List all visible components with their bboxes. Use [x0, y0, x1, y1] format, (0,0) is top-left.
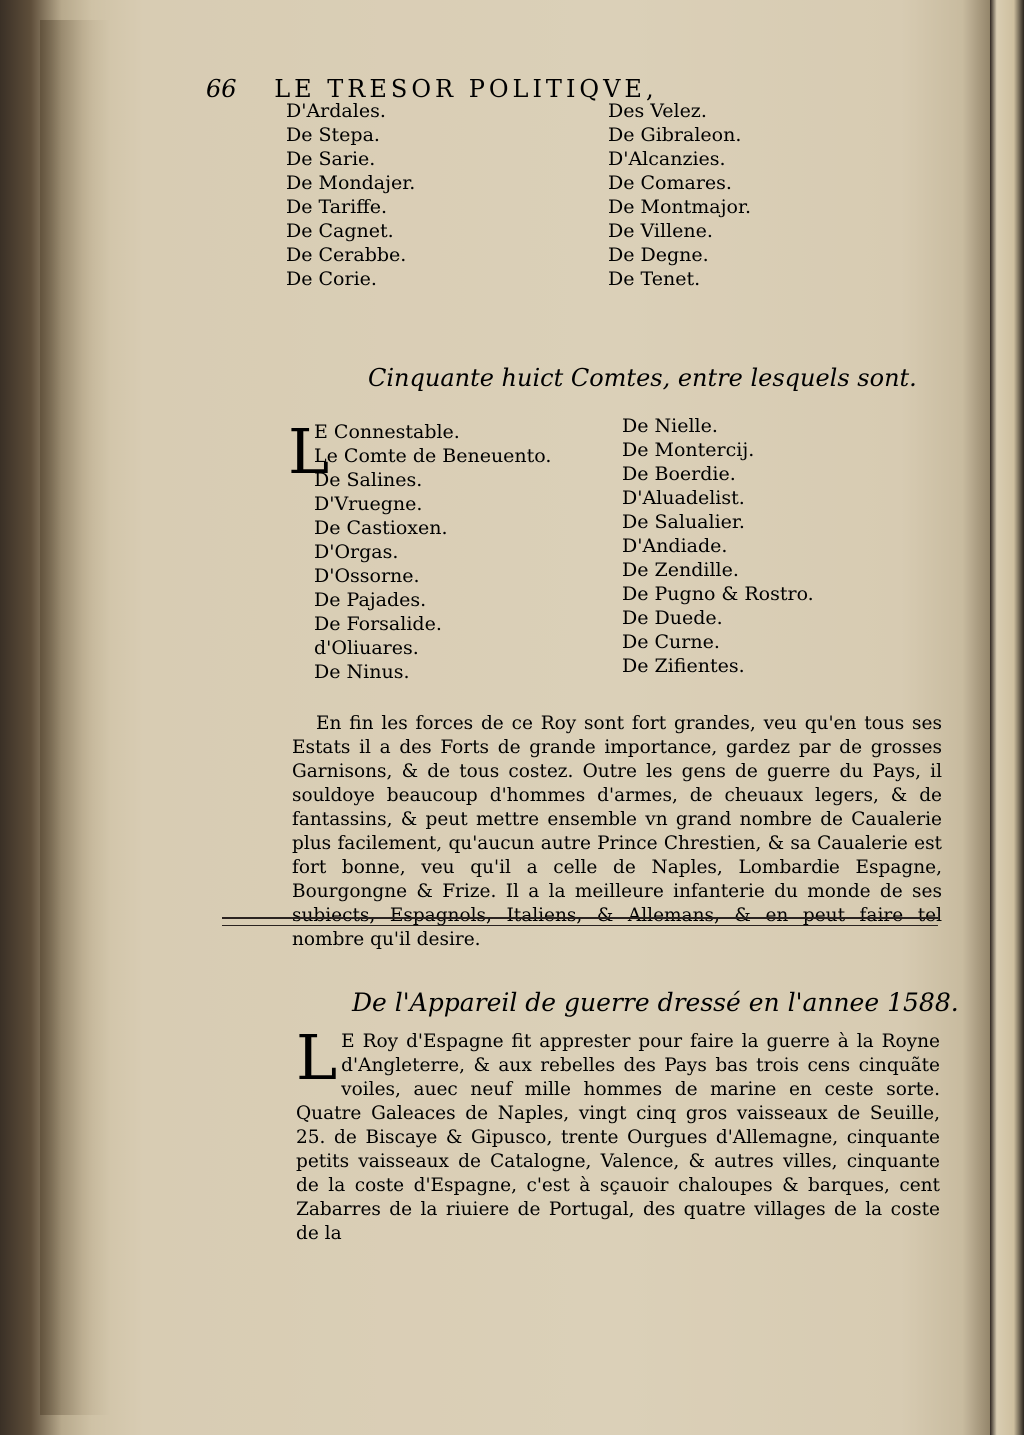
- list-item: De Salines.: [314, 469, 423, 491]
- list-item: De Boerdie.: [622, 463, 736, 485]
- duchies-left-column: [286, 99, 415, 291]
- drop-cap: L: [296, 1021, 338, 1094]
- section-paragraph: E Roy d'Espagne fit apprester pour faire la guerre à la Royne d'Angleterre, & aux rebelles des Pays bas trois cens cinquãte voiles, auec neuf mille hommes de marine en ceste sorte. Quatre Galeaces de Naples, vingt cinq gros vaisseaux de Seuille, 25. de Biscaye & Gipusco, trente Ourgues d'Allemagne, cinquante petits vaisseaux de Catalogne, Valence, & autres villes, cinquante de la coste d'Espagne, c'est à sçauoir chaloupes & barques, cent Zabarres de la riuiere de Portugal, des quatre villages de la coste de la: [296, 1031, 940, 1244]
- list-item: D'Vruegne.: [314, 493, 423, 515]
- list-item: De Duede.: [622, 607, 723, 629]
- list-item: D'Andiade.: [622, 535, 728, 557]
- list-item: De Salualier.: [622, 511, 745, 533]
- list-item: E Connestable.: [314, 421, 460, 443]
- list-item: De Cerabbe.: [286, 244, 407, 266]
- section-heading: De l'Appareil de guerre dressé en l'annee 1588.: [352, 988, 959, 1017]
- list-item: De Mondajer.: [286, 172, 416, 194]
- list-item: De Ninus.: [314, 661, 410, 683]
- list-item: De Montmajor.: [608, 196, 751, 218]
- drop-cap: L: [288, 415, 330, 488]
- list-item: De Tenet.: [608, 268, 701, 290]
- list-item: D'Alcanzies.: [608, 148, 726, 170]
- list-item: D'Orgas.: [314, 541, 399, 563]
- list-item: De Gibraleon.: [608, 124, 742, 146]
- section-divider: [222, 917, 938, 926]
- list-item: De Curne.: [622, 631, 720, 653]
- list-item: De Pajades.: [314, 589, 427, 611]
- list-item: De Zifientes.: [622, 655, 745, 677]
- list-item: De Degne.: [608, 244, 709, 266]
- list-item: De Tariffe.: [286, 196, 387, 218]
- forces-paragraph: En fin les forces de ce Roy sont fort grandes, veu qu'en tous ses Estats il a des Forts de grande importance, gardez par de grosses Garnisons, & de tous costez. Outre les gens de guerre du Pays, il souldoye beaucoup d'hommes d'armes, de cheuaux legers, & de fantassins, & peut mettre ensemble vn grand nombre de Caualerie plus facilement, qu'aucun autre Prince Chrestien, & sa Caualerie est fort bonne, veu qu'il a celle de Naples, Lombardie Espagne, Bourgongne & Frize. Il a la meilleure infanterie du monde de ses subiects, Espagnols, Italiens, & Allemans, & en peut faire tel nombre qu'il desire.: [292, 713, 942, 950]
- list-item: D'Ossorne.: [314, 565, 420, 587]
- next-page-edge: [990, 0, 1024, 1435]
- list-item: De Corie.: [286, 268, 377, 290]
- list-item: D'Ardales.: [286, 100, 386, 122]
- list-item: De Cagnet.: [286, 220, 394, 242]
- list-item: D'Aluadelist.: [622, 487, 745, 509]
- list-item: De Sarie.: [286, 148, 376, 170]
- running-title: LE TRESOR POLITIQVE,: [274, 75, 658, 103]
- list-item: De Comares.: [608, 172, 732, 194]
- list-item: Des Velez.: [608, 100, 707, 122]
- list-item: De Pugno & Rostro.: [622, 583, 814, 605]
- duchies-right-column: [608, 99, 751, 291]
- counts-heading: Cinquante huict Comtes, entre lesquels sont.: [368, 364, 917, 392]
- list-item: De Forsalide.: [314, 613, 442, 635]
- list-item: De Villene.: [608, 220, 713, 242]
- list-item: De Castioxen.: [314, 517, 448, 539]
- list-item: De Montercij.: [622, 439, 755, 461]
- page-number: 66: [206, 75, 237, 103]
- list-item: De Zendille.: [622, 559, 739, 581]
- counts-right-column: [622, 414, 814, 678]
- section-paragraph-block: [296, 1021, 940, 1246]
- list-item: De Nielle.: [622, 415, 718, 437]
- gutter-shadow: [40, 20, 110, 1415]
- list-item: d'Oliuares.: [314, 637, 419, 659]
- list-item: De Stepa.: [286, 124, 380, 146]
- list-item: Le Comte de Beneuento.: [314, 445, 552, 467]
- counts-left-column: [314, 420, 551, 684]
